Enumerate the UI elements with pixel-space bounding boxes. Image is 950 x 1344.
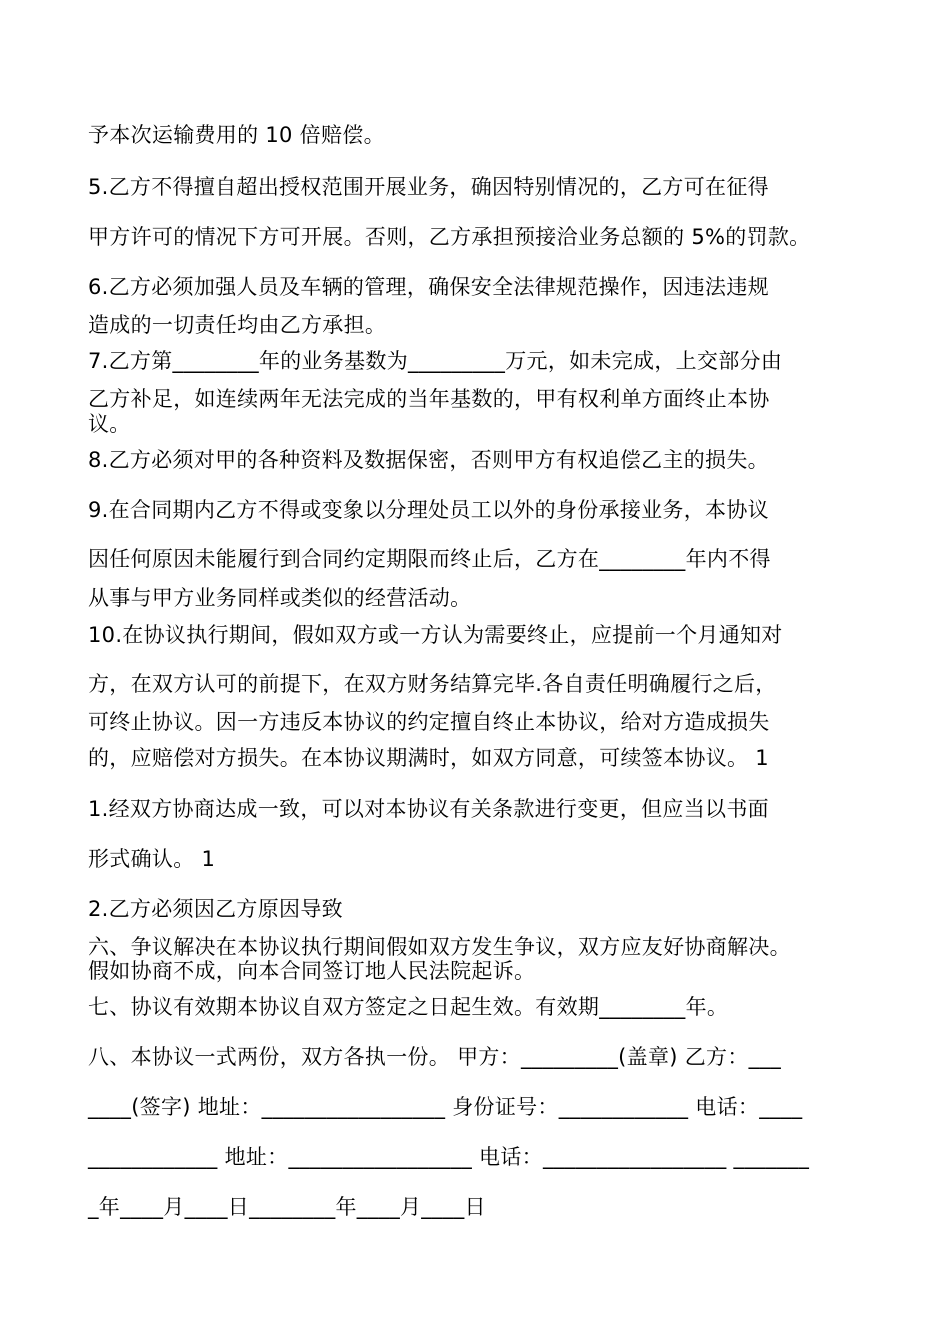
text-line: 乙方补足，如连续两年无法完成的当年基数的，甲有权利单方面终止本协 xyxy=(88,387,770,411)
text-line: 9.在合同期内乙方不得或变象以分理处员工以外的身份承接业务，本协议 xyxy=(88,498,769,522)
text-line: 议。 xyxy=(88,412,131,436)
text-line: 10.在协议执行期间，假如双方或一方认为需要终止，应提前一个月通知对 xyxy=(88,623,783,647)
text-line: 六、争议解决在本协议执行期间假如双方发生争议，双方应友好协商解决。 xyxy=(88,935,791,959)
text-line: 1.经双方协商达成一致，可以对本协议有关条款进行变更，但应当以书面 xyxy=(88,797,769,821)
text-line: 方，在双方认可的前提下，在双方财务结算完毕.各自责任明确履行之后， xyxy=(88,672,777,696)
text-line: 甲方许可的情况下方可开展。否则，乙方承担预接洽业务总额的 5%的罚款。 xyxy=(88,225,811,249)
text-line: 八、本协议一式两份，双方各执一份。 甲方：_________(盖章) 乙方：___ xyxy=(88,1045,782,1069)
text-line: 的，应赔偿对方损失。在本协议期满时，如双方同意，可续签本协议。 1 xyxy=(88,746,769,770)
text-line: 造成的一切责任均由乙方承担。 xyxy=(88,313,387,337)
text-line: 形式确认。 1 xyxy=(88,847,216,871)
text-line: 予本次运输费用的 10 倍赔偿。 xyxy=(88,123,385,147)
text-line: 2.乙方必须因乙方原因导致 xyxy=(88,897,343,921)
text-line: 七、协议有效期本协议自双方签定之日起生效。有效期________年。 xyxy=(88,995,729,1019)
text-line: 假如协商不成，向本合同签订地人民法院起诉。 xyxy=(88,959,536,983)
text-line: ____________ 地址：_________________ 电话：_________________ _______ xyxy=(88,1145,810,1169)
text-line: 从事与甲方业务同样或类似的经营活动。 xyxy=(88,586,472,610)
text-line: 8.乙方必须对甲的各种资料及数据保密，否则甲方有权追偿乙主的损失。 xyxy=(88,448,769,472)
text-line: ____(签字) 地址：_________________ 身份证号：____________ 电话：____ xyxy=(88,1095,803,1119)
text-line: 可终止协议。因一方违反本协议的约定擅自终止本协议，给对方造成损失 xyxy=(88,710,770,734)
text-line: 5.乙方不得擅自超出授权范围开展业务，确因特别情况的，乙方可在征得 xyxy=(88,175,769,199)
text-line: 6.乙方必须加强人员及车辆的管理，确保安全法律规范操作，因违法违规 xyxy=(88,275,769,299)
text-line: _年____月____日________年____月____日 xyxy=(88,1195,486,1219)
text-line: 7.乙方第________年的业务基数为_________万元，如未完成，上交部分由 xyxy=(88,349,783,373)
text-line: 因任何原因未能履行到合同约定期限而终止后，乙方在________年内不得 xyxy=(88,547,771,571)
